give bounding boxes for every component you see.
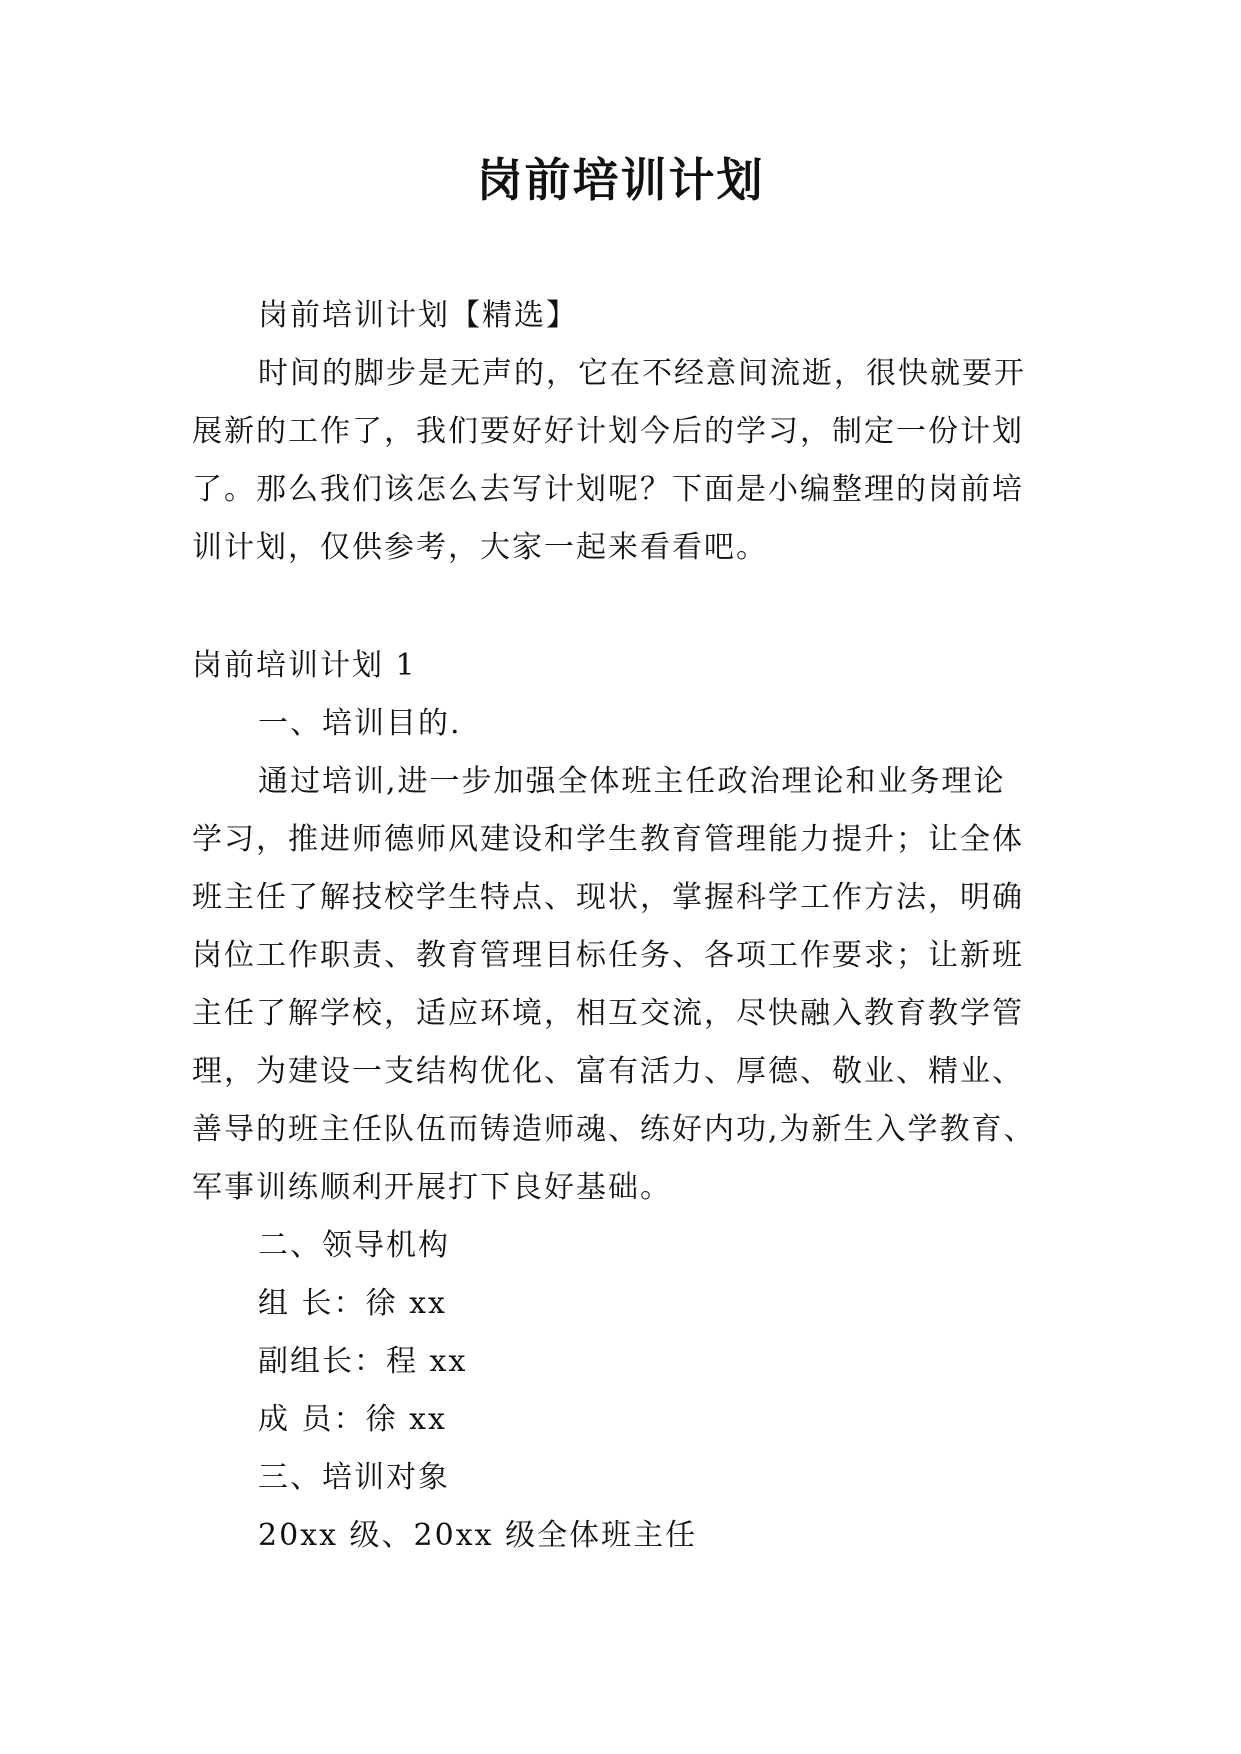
section-heading: 岗前培训计划 1 xyxy=(192,648,417,683)
goal-paragraph-line: 通过培训,进一步加强全体班主任政治理论和业务理论 xyxy=(258,764,1006,799)
target-text: 20xx 级、20xx 级全体班主任 xyxy=(258,1518,698,1553)
leadership-heading: 二、领导机构 xyxy=(258,1228,450,1263)
leader-line: 组 长：徐 xx xyxy=(258,1286,447,1321)
goal-paragraph-line: 岗位工作职责、教育管理目标任务、各项工作要求；让新班 xyxy=(192,938,1024,973)
goal-heading: 一、培训目的. xyxy=(258,706,462,741)
intro-subtitle: 岗前培训计划【精选】 xyxy=(258,298,578,333)
goal-paragraph-line: 班主任了解技校学生特点、现状，掌握科学工作方法，明确 xyxy=(192,880,1024,915)
intro-paragraph-line: 时间的脚步是无声的，它在不经意间流逝，很快就要开 xyxy=(258,356,1026,391)
goal-paragraph-line: 善导的班主任队伍而铸造师魂、练好内功,为新生入学教育、 xyxy=(192,1112,1036,1147)
goal-paragraph-line: 理，为建设一支结构优化、富有活力、厚德、敬业、精业、 xyxy=(192,1054,1024,1089)
plan-section-1 xyxy=(192,637,1062,1565)
intro-section xyxy=(192,287,1062,577)
intro-paragraph-line: 展新的工作了，我们要好好计划今后的学习，制定一份计划 xyxy=(192,414,1024,449)
goal-paragraph-line: 主任了解学校，适应环境，相互交流，尽快融入教育教学管 xyxy=(192,996,1024,1031)
goal-paragraph-line: 军事训练顺利开展打下良好基础。 xyxy=(192,1170,672,1205)
target-heading: 三、培训对象 xyxy=(258,1460,450,1495)
deputy-leader-line: 副组长：程 xx xyxy=(258,1344,468,1379)
goal-paragraph-line: 学习，推进师德师风建设和学生教育管理能力提升；让全体 xyxy=(192,822,1024,857)
document-title: 岗前培训计划 xyxy=(476,153,765,207)
intro-paragraph-line: 训计划，仅供参考，大家一起来看看吧。 xyxy=(192,530,768,565)
intro-paragraph-line: 了。那么我们该怎么去写计划呢？下面是小编整理的岗前培 xyxy=(192,472,1024,507)
member-line: 成 员：徐 xx xyxy=(258,1402,447,1437)
